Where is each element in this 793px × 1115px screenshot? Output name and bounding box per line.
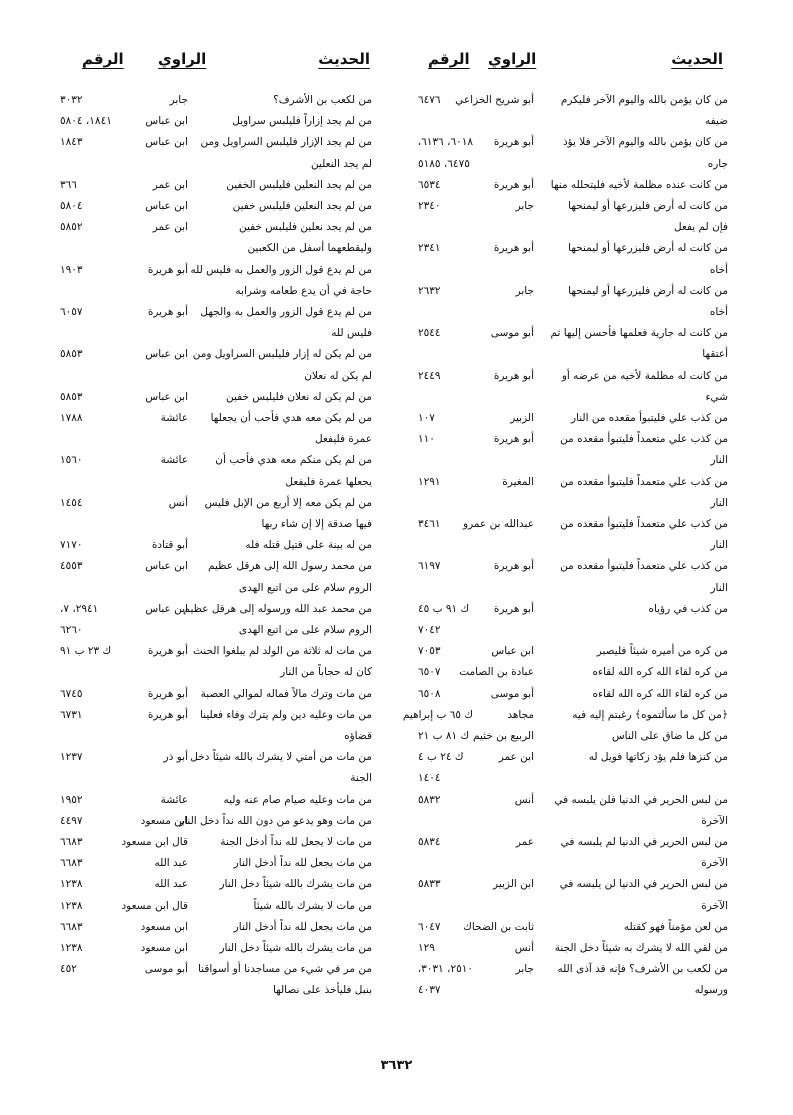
table-row <box>60 790 372 810</box>
reference-number: ١٨٤١، ٥٨٠٤ <box>60 115 112 128</box>
table-row <box>418 217 728 237</box>
reference-number: ٣٦٦ <box>60 178 77 191</box>
reference-number: ١٥٦٠ <box>60 454 83 467</box>
table-row <box>60 323 372 343</box>
hadith-text: من كذب علي متعمداً فليتبوأ مقعده من <box>560 560 728 573</box>
narrator-name: أبو موسى <box>490 327 534 340</box>
reference-number: ١٢٩ <box>418 942 435 954</box>
hadith-text: الروم سلام على من اتبع الهدى <box>238 581 372 594</box>
table-row <box>418 281 728 301</box>
table-row <box>60 832 372 852</box>
hadith-text: من مات يشرك بالله شيئاً دخل النار <box>219 878 372 891</box>
hadith-text: فإن لم يفعل <box>673 221 728 234</box>
reference-number: ٦٦٨٣ <box>60 836 83 848</box>
narrator-name: أبو هريرة <box>493 433 534 446</box>
table-row <box>60 726 372 746</box>
reference-number: ٧٠٥٣ <box>418 645 441 658</box>
hadith-text: من لم يكن معه إلا أربع من الإبل فليس <box>204 496 372 509</box>
narrator-name: جابر <box>515 200 534 212</box>
table-row <box>418 684 728 704</box>
hadith-text: النار <box>710 581 728 594</box>
hadith-text: من كره لقاء الله كره الله لقاءه <box>592 687 728 700</box>
table-row <box>418 132 728 152</box>
table-row <box>60 620 372 640</box>
hadith-text: كان له حجاباً من النار <box>280 666 372 679</box>
table-row <box>418 790 728 810</box>
table-row <box>418 493 728 513</box>
hadith-text: عمرة فليفعل <box>315 433 372 446</box>
narrator-name: ابن عمر <box>498 751 534 764</box>
hadith-text: من مات من أمتي لا يشرك بالله شيئاً دخل <box>190 751 372 764</box>
table-row <box>418 768 728 788</box>
narrator-name: أنس <box>168 496 188 509</box>
hadith-text: لم يجد النعلين <box>310 157 372 170</box>
hadith-text: من لم يجد النعلين فليلبس خفين <box>232 200 372 212</box>
table-row <box>418 811 728 831</box>
hadith-text: من لم يجد الإزار فليلبس السراويل ومن <box>200 136 372 149</box>
table-row <box>402 705 728 725</box>
hadith-text: من لكعب بن الأشرف؟ فإنه قد آذى الله <box>557 963 728 976</box>
narrator-name: أبو قتادة <box>151 539 188 552</box>
hadith-text: من كذب علي متعمداً فليتبوأ مقعده من <box>560 433 728 446</box>
reference-number: ١٧٨٨ <box>60 412 83 424</box>
table-row <box>60 238 372 258</box>
hadith-text: الروم سلام على من اتبع الهدى <box>238 624 372 636</box>
hadith-text: من لبس الحرير في الدنيا لم يلبسه في <box>560 836 728 848</box>
narrator-name: أنس <box>514 942 534 954</box>
narrator-name: ابن عباس <box>145 136 188 149</box>
narrator-name: عائشة <box>160 412 188 424</box>
hadith-text: النار <box>710 454 728 467</box>
hadith-text: أعتقها <box>702 348 728 361</box>
table-row <box>418 578 728 598</box>
table-row <box>60 684 372 704</box>
hadith-text: شيء <box>705 390 728 403</box>
table-row <box>60 768 372 788</box>
header-narrator-left: الراوي <box>158 50 207 68</box>
table-row <box>418 874 728 894</box>
reference-number: ٦٤٧٦ <box>418 94 441 106</box>
table-row <box>418 90 728 110</box>
hadith-text: من مات يجعل لله نداً أدخل النار <box>233 857 372 870</box>
narrator-name: ابن عباس <box>145 390 188 403</box>
hadith-text: من مات يجعل لله نداً أدخل النار <box>233 920 372 933</box>
table-row <box>418 896 728 916</box>
table-row <box>418 450 728 470</box>
narrator-name: أبو هريرة <box>493 602 534 615</box>
hadith-text: من مات لا يجعل لله نداً أدخل الجنة <box>220 836 372 848</box>
reference-number: ك ٢٣ ب ٩١ <box>60 645 112 658</box>
narrator-name: عمر <box>515 836 534 848</box>
reference-number: ١٩٥٢ <box>60 793 83 806</box>
table-row <box>60 281 372 301</box>
hadith-text: الآخرة <box>701 899 728 912</box>
reference-number: ٥٨٣٣ <box>418 878 441 891</box>
hadith-text: ﴿من كل ما سألتموه﴾ رغبتم إليه فيه <box>572 708 728 721</box>
table-row <box>418 323 728 343</box>
table-row <box>418 175 728 195</box>
table-row <box>60 450 372 470</box>
narrator-name: أبو ذر <box>163 751 188 764</box>
reference-number: ٦٥٣٤ <box>418 178 441 191</box>
hadith-text: وليقطعهما أسفل من الكعبين <box>247 242 372 255</box>
narrator-name: ابن عباس <box>491 645 534 658</box>
reference-number: ١٤٥٤ <box>60 496 83 509</box>
hadith-text: ضيفه <box>704 115 728 128</box>
table-row <box>418 535 728 555</box>
reference-number: ٥٨٠٤ <box>60 200 83 212</box>
hadith-text: الآخرة <box>701 814 728 827</box>
table-row <box>60 747 372 767</box>
reference-number: ٦٠١٨، ٦١٣٦، <box>417 136 473 149</box>
reference-number: ٧١٧٠ <box>60 539 83 552</box>
narrator-name: ثابت بن الضحاك <box>463 920 534 933</box>
hadith-text: من كذب في رؤياه <box>648 602 728 615</box>
reference-number: ١٠٧ <box>418 412 435 424</box>
table-row <box>60 578 372 598</box>
table-row <box>418 260 728 280</box>
hadith-text: من كان يؤمن بالله واليوم الآخر فلا يؤذ <box>562 136 728 149</box>
table-row <box>60 132 372 152</box>
narrator-name: أبو هريرة <box>493 242 534 255</box>
hadith-text: من مر في شيء من مساجدنا أو أسواقنا <box>197 963 372 976</box>
narrator-name: جابر <box>169 94 188 106</box>
table-row <box>418 387 728 407</box>
table-row <box>60 556 372 576</box>
table-row <box>418 514 728 534</box>
hadith-text: من كنزها فلم يؤد زكاتها فويل له <box>588 751 728 764</box>
reference-number: ٢٣٤٠ <box>418 200 441 212</box>
table-row <box>60 599 372 619</box>
hadith-text: أخاه <box>709 306 728 318</box>
narrator-name: عبد الله <box>154 878 188 891</box>
table-row <box>418 832 728 852</box>
reference-number: ٢٤٤٩ <box>418 369 441 382</box>
table-row <box>60 196 372 216</box>
hadith-text: من لم يكن له نعلان فليلبس خفين <box>226 390 372 403</box>
narrator-name: ابن عمر <box>152 221 188 234</box>
table-row <box>60 514 372 534</box>
hadith-text: فليس لله <box>331 327 372 340</box>
narrator-name: أبو شريح الخزاعي <box>455 94 534 106</box>
hadith-text: من له بينة على قتيل قتله فله <box>245 539 372 552</box>
reference-number: ١٢٣٨ <box>60 899 83 912</box>
hadith-text: حاجة في أن يدع طعامه وشرابه <box>235 284 372 297</box>
reference-number: ١٢٣٨ <box>60 878 83 891</box>
hadith-text: الآخرة <box>701 857 728 870</box>
table-row <box>60 535 372 555</box>
reference-number: ٦٦٨٣ <box>60 920 83 933</box>
reference-number: ك ٢٤ ب ٤ <box>418 751 464 764</box>
narrator-name: أبو هريرة <box>147 263 188 276</box>
header-number-right: الرقم <box>428 50 470 68</box>
hadith-text: من كانت له أرض فليزرعها أو ليمنحها <box>568 242 728 255</box>
table-row <box>60 959 372 979</box>
table-row <box>60 387 372 407</box>
hadith-text: من كذب علي متعمداً فليتبوأ مقعده من <box>560 518 728 530</box>
narrator-name: أبو هريرة <box>493 136 534 149</box>
reference-number: ٦٧٣١ <box>60 708 83 721</box>
narrator-name: أبو هريرة <box>493 178 534 191</box>
hadith-text: فيها صدقة إلا إن شاء ربها <box>261 518 372 530</box>
table-row <box>60 811 372 831</box>
reference-number: ٢٥٤٤ <box>418 327 441 340</box>
hadith-text: من محمد رسول الله إلى هرقل عظيم <box>208 560 372 573</box>
table-row <box>60 302 372 322</box>
hadith-text: بنبل فليأخذ على نصالها <box>272 984 372 997</box>
table-row <box>60 344 372 364</box>
table-row <box>418 599 728 619</box>
reference-number: ٢٥١٠، ٣٠٣١، <box>417 963 473 976</box>
narrator-name: عائشة <box>160 454 188 467</box>
hadith-text: من لم يدع قول الزور والعمل به والجهل <box>200 306 372 318</box>
header-narrator-right: الراوي <box>488 50 537 68</box>
hadith-text: يجعلها عمرة فليفعل <box>285 475 372 488</box>
table-row <box>418 853 728 873</box>
hadith-text: من لم يجد نعلين فليلبس خفين <box>239 221 372 234</box>
hadith-text: من مات وعليه صيام صام عنه وليه <box>223 793 372 806</box>
hadith-text: من مات له ثلاثة من الولد لم يبلغوا الحنث <box>193 645 372 658</box>
table-row <box>418 472 728 492</box>
header-hadith-right: الحديث <box>671 50 723 68</box>
narrator-name: قال ابن مسعود <box>121 899 188 912</box>
table-row <box>60 408 372 428</box>
hadith-text: من محمد عبد الله ورسوله إلى هرقل عظيم <box>183 602 372 615</box>
table-row <box>60 980 372 1000</box>
table-row <box>60 111 372 131</box>
reference-number: ٣٤٦١ <box>418 518 441 530</box>
table-row <box>60 217 372 237</box>
narrator-name: أنس <box>514 793 534 806</box>
reference-number: ٦١٩٧ <box>418 560 441 573</box>
reference-number: ٢٦٣٢ <box>418 284 441 297</box>
reference-number: ٦٤٧٥، ٥١٨٥ <box>418 157 470 170</box>
narrator-name: ابن مسعود <box>140 814 188 827</box>
table-row <box>60 641 372 661</box>
hadith-text: من لعن مؤمناً فهو كقتله <box>623 920 728 933</box>
reference-number: ٥٨٥٣ <box>60 348 83 361</box>
reference-number: ١٢٣٨ <box>60 942 83 954</box>
narrator-name: أبو هريرة <box>147 708 188 721</box>
hadith-text: أخاه <box>709 263 728 276</box>
table-row <box>60 429 372 449</box>
hadith-text: ورسوله <box>694 984 728 997</box>
narrator-name: عائشة <box>160 793 188 806</box>
reference-number: ٦٠٥٧ <box>60 306 83 318</box>
narrator-name: ابن الزبير <box>493 878 534 891</box>
hadith-text: من كانت له جارية فعلمها فأحسن إليها ثم <box>550 327 728 340</box>
hadith-text: من كل ما ضاق على الناس <box>611 730 728 742</box>
table-row <box>418 111 728 131</box>
hadith-text: من مات لا يشرك بالله شيئاً <box>253 899 372 912</box>
hadith-text: النار <box>710 539 728 552</box>
reference-number: ٧٠٤٢ <box>418 624 441 636</box>
hadith-text: من لم يدع قول الزور والعمل به فليس لله <box>190 263 372 276</box>
narrator-name: أبو هريرة <box>147 645 188 658</box>
reference-number: ٤٤٩٧ <box>60 814 83 827</box>
table-row <box>60 705 372 725</box>
reference-number: ١٤٠٤ <box>418 772 441 785</box>
hadith-text: جاره <box>707 157 728 170</box>
table-row <box>60 175 372 195</box>
hadith-text: من لكعب بن الأشرف؟ <box>273 94 372 106</box>
hadith-text: من مات وترك مالاً فماله لموالي العصبة <box>200 687 372 700</box>
narrator-name: ابن عباس <box>145 602 188 615</box>
hadith-text: من لقي الله لا يشرك به شيئاً دخل الجنة <box>554 942 728 954</box>
reference-number: ٦٢٦٠ <box>60 624 83 636</box>
table-row <box>418 747 728 767</box>
narrator-name: عبادة بن الصامت <box>459 666 534 679</box>
reference-number: ١٩٠٣ <box>60 263 83 276</box>
header-number-left: الرقم <box>82 50 124 68</box>
hadith-text: الجنة <box>350 772 372 785</box>
header-hadith-left: الحديث <box>318 50 370 68</box>
narrator-name: المغيرة <box>502 475 534 488</box>
table-row <box>60 90 372 110</box>
narrator-name: قال ابن مسعود <box>121 836 188 848</box>
narrator-name: ابن عباس <box>145 115 188 128</box>
hadith-text: من كانت عنده مظلمة لأخيه فليتحلله منها <box>550 178 728 191</box>
narrator-name: الربيع بن خثيم <box>473 730 534 742</box>
narrator-name: عبد الله <box>154 857 188 870</box>
hadith-text: من لم يجد إزاراً فليلبس سراويل <box>232 115 372 128</box>
page-number: ٣٦٣٢ <box>380 1058 413 1073</box>
table-row <box>60 896 372 916</box>
hadith-text: من لم يجد النعلين فليلبس الخفين <box>226 178 372 191</box>
table-row <box>60 260 372 280</box>
table-row <box>418 154 728 174</box>
table-row <box>418 196 728 216</box>
hadith-text: من لبس الحرير في الدنيا فلن يلبسه في <box>554 793 728 806</box>
table-row <box>60 366 372 386</box>
reference-number: ٦٦٨٣ <box>60 857 83 870</box>
table-row <box>418 662 728 682</box>
table-row <box>418 429 728 449</box>
hadith-text: من كانت له أرض فليزرعها أو ليمنحها <box>568 284 728 297</box>
narrator-name: عبدالله بن عمرو <box>463 518 534 530</box>
reference-number: ٤٥٥٣ <box>60 560 83 573</box>
hadith-text: من كان يؤمن بالله واليوم الآخر فليكرم <box>560 94 728 106</box>
narrator-name: ابن عباس <box>145 348 188 361</box>
narrator-name: ابن مسعود <box>140 942 188 954</box>
narrator-name: ابن عمر <box>152 178 188 191</box>
narrator-name: أبو موسى <box>490 687 534 700</box>
table-row <box>418 408 728 428</box>
narrator-name: أبو هريرة <box>493 369 534 382</box>
table-row <box>418 302 728 322</box>
table-row <box>60 493 372 513</box>
hadith-text: من لبس الحرير في الدنيا لن يلبسه في <box>559 878 728 891</box>
narrator-name: جابر <box>515 284 534 297</box>
reference-number: ١٨٤٣ <box>60 136 83 149</box>
hadith-text: من كانت له مظلمة لأخيه من عرضه أو <box>561 369 728 382</box>
hadith-text: من كذب علي فليتبوأ مقعده من النار <box>570 412 728 424</box>
narrator-name: ابن عباس <box>145 560 188 573</box>
hadith-text: من كره لقاء الله كره الله لقاءه <box>592 666 728 679</box>
reference-number: ٢٩٤١، ٧، <box>60 602 99 615</box>
reference-number: ٦٥٠٨ <box>418 687 441 700</box>
hadith-text: من كانت له أرض فليزرعها أو ليمنحها <box>568 200 728 212</box>
reference-number: ٦٠٤٧ <box>418 920 441 933</box>
table-row <box>418 959 728 979</box>
table-row <box>418 366 728 386</box>
hadith-text: النار <box>710 496 728 509</box>
table-row <box>60 917 372 937</box>
reference-number: ٥٨٥٣ <box>60 390 83 403</box>
table-row <box>418 980 728 1000</box>
table-row <box>418 344 728 364</box>
hadith-text: قضاؤه <box>344 730 372 742</box>
table-row <box>60 472 372 492</box>
narrator-name: أبو هريرة <box>147 687 188 700</box>
reference-number: ٦٧٤٥ <box>60 687 83 700</box>
narrator-name: أبو هريرة <box>147 306 188 318</box>
table-row <box>60 938 372 958</box>
reference-number: ١٢٩١ <box>418 475 441 488</box>
narrator-name: ابن مسعود <box>140 920 188 933</box>
reference-number: ١٢٣٧ <box>60 751 83 764</box>
reference-number: ٥٨٣٤ <box>418 836 441 848</box>
table-row <box>418 917 728 937</box>
table-row <box>60 853 372 873</box>
table-row <box>60 874 372 894</box>
reference-number: ١١٠ <box>418 433 435 446</box>
table-row <box>418 938 728 958</box>
table-row <box>418 556 728 576</box>
reference-number: ك ٩١ ب ٤٥ <box>418 602 470 615</box>
narrator-name: مجاهد <box>507 708 534 721</box>
hadith-text: من كذب علي متعمداً فليتبوأ مقعده من <box>560 475 728 488</box>
hadith-text: من مات يشرك بالله شيئاً دخل النار <box>219 942 372 954</box>
table-row <box>418 238 728 258</box>
table-row <box>60 662 372 682</box>
reference-number: ٥٨٣٢ <box>418 793 441 806</box>
table-row <box>418 620 728 640</box>
narrator-name: ابن عباس <box>145 200 188 212</box>
narrator-name: الزبير <box>510 412 534 424</box>
reference-number: ٤٠٣٧ <box>418 984 441 997</box>
table-row <box>418 726 728 746</box>
narrator-name: أبو هريرة <box>493 560 534 573</box>
reference-number: ٤٥٢ <box>60 963 77 976</box>
hadith-text: من كره من أميره شيئاً فليصبر <box>596 645 728 658</box>
reference-number: ٢٣٤١ <box>418 242 441 255</box>
hadith-text: من مات وعليه دين ولم يترك وفاء فعلينا <box>199 708 372 721</box>
reference-number: ٣٠٣٢ <box>60 94 83 106</box>
hadith-text: من لم يكن منكم معه هدي فأحب أن <box>215 454 372 467</box>
hadith-text: من مات وهو يدعو من دون الله نداً دخل النار <box>179 814 372 827</box>
hadith-text: من لم يكن له إزار فليلبس السراويل ومن <box>192 348 372 361</box>
reference-number: ٥٨٥٢ <box>60 221 83 234</box>
reference-number: ٦٥٠٧ <box>418 666 441 679</box>
reference-number: ك ٨١ ب ٢١ <box>418 730 470 742</box>
table-row <box>60 154 372 174</box>
narrator-name: جابر <box>515 963 534 976</box>
hadith-text: لم يكن له نعلان <box>304 369 372 382</box>
reference-number: ك ٦٥ ب إبراهيم <box>402 708 473 721</box>
hadith-text: من لم يكن معه هدي فأحب أن يجعلها <box>210 412 372 424</box>
table-row <box>418 641 728 661</box>
narrator-name: أبو موسى <box>144 963 188 976</box>
